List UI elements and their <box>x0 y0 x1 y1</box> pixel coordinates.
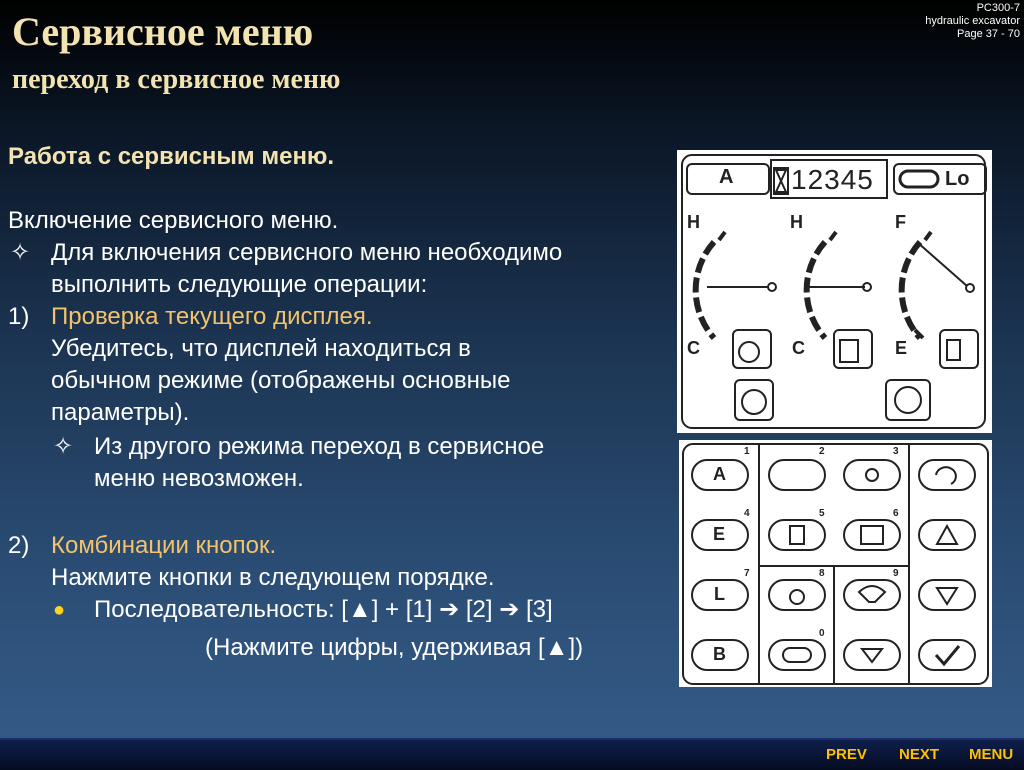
oil-high-label: H <box>790 212 803 232</box>
mode-a-indicator: A <box>719 166 734 188</box>
step1-number: 1) <box>8 303 30 330</box>
key-number-1: 1 <box>744 446 750 457</box>
page-info <box>925 2 1020 41</box>
fuel-empty-label: E <box>895 338 908 358</box>
sparkle-bullet-icon: ✧ <box>10 239 31 266</box>
step1-title: Проверка текущего дисплея. <box>51 303 373 330</box>
key-number-4: 4 <box>744 508 750 519</box>
note-line-2: меню невозможен. <box>94 465 304 492</box>
key-number-6: 6 <box>893 508 899 519</box>
step1-line-2: обычном режиме (отображены основные <box>51 367 511 394</box>
model-label: PC300-7 <box>976 2 1020 14</box>
key-number-7: 7 <box>744 568 750 579</box>
note-line-1: Из другого режима переход в сервисное <box>94 433 545 460</box>
key-number-8: 8 <box>819 568 825 579</box>
bottom-nav-bar <box>0 738 1024 770</box>
sparkle-bullet-icon: ✧ <box>53 433 74 460</box>
page-subtitle: переход в сервисное меню <box>12 64 341 95</box>
key-a[interactable]: A <box>713 464 726 484</box>
intro-line-2: выполнить следующие операции: <box>51 271 428 298</box>
next-button[interactable]: NEXT <box>899 746 940 763</box>
hint-line: (Нажмите цифры, удерживая [▲]) <box>205 634 584 661</box>
service-hour-meter: 12345 <box>791 164 874 195</box>
content-heading: Работа с сервисным меню. <box>8 143 335 170</box>
dot-bullet-icon: ● <box>53 599 66 621</box>
fuel-full-label: F <box>895 212 906 232</box>
step2-line-1: Нажмите кнопки в следующем порядке. <box>51 564 495 591</box>
menu-button[interactable]: MENU <box>969 746 1014 763</box>
key-number-5: 5 <box>819 508 825 519</box>
intro-line-1: Для включения сервисного меню необходимо <box>51 239 563 266</box>
key-number-0: 0 <box>819 628 825 639</box>
lo-indicator: Lo <box>945 168 970 190</box>
page-number: Page 37 - 70 <box>957 28 1020 40</box>
monitor-keypad-diagram <box>679 440 992 687</box>
key-b[interactable]: B <box>713 644 726 664</box>
oil-low-label: C <box>792 338 805 358</box>
coolant-low-label: C <box>687 338 700 358</box>
step2-title: Комбинации кнопок. <box>51 532 277 559</box>
key-number-2: 2 <box>819 446 825 457</box>
key-number-9: 9 <box>893 568 899 579</box>
prev-button[interactable]: PREV <box>826 746 867 763</box>
step1-line-1: Убедитесь, что дисплей находиться в <box>51 335 471 362</box>
coolant-high-label: H <box>687 212 700 232</box>
sequence-line: Последовательность: [▲] + [1] ➔ [2] ➔ [3] <box>94 596 553 623</box>
step2-number: 2) <box>8 532 30 559</box>
step1-line-3: параметры). <box>51 399 190 426</box>
key-number-3: 3 <box>893 446 899 457</box>
section-title: Включение сервисного меню. <box>8 207 339 234</box>
machine-label: hydraulic excavator <box>925 15 1020 27</box>
key-e[interactable]: E <box>713 524 726 544</box>
monitor-display-diagram <box>677 150 992 433</box>
page-title: Сервисное меню <box>12 9 314 54</box>
key-l[interactable]: L <box>714 584 725 604</box>
